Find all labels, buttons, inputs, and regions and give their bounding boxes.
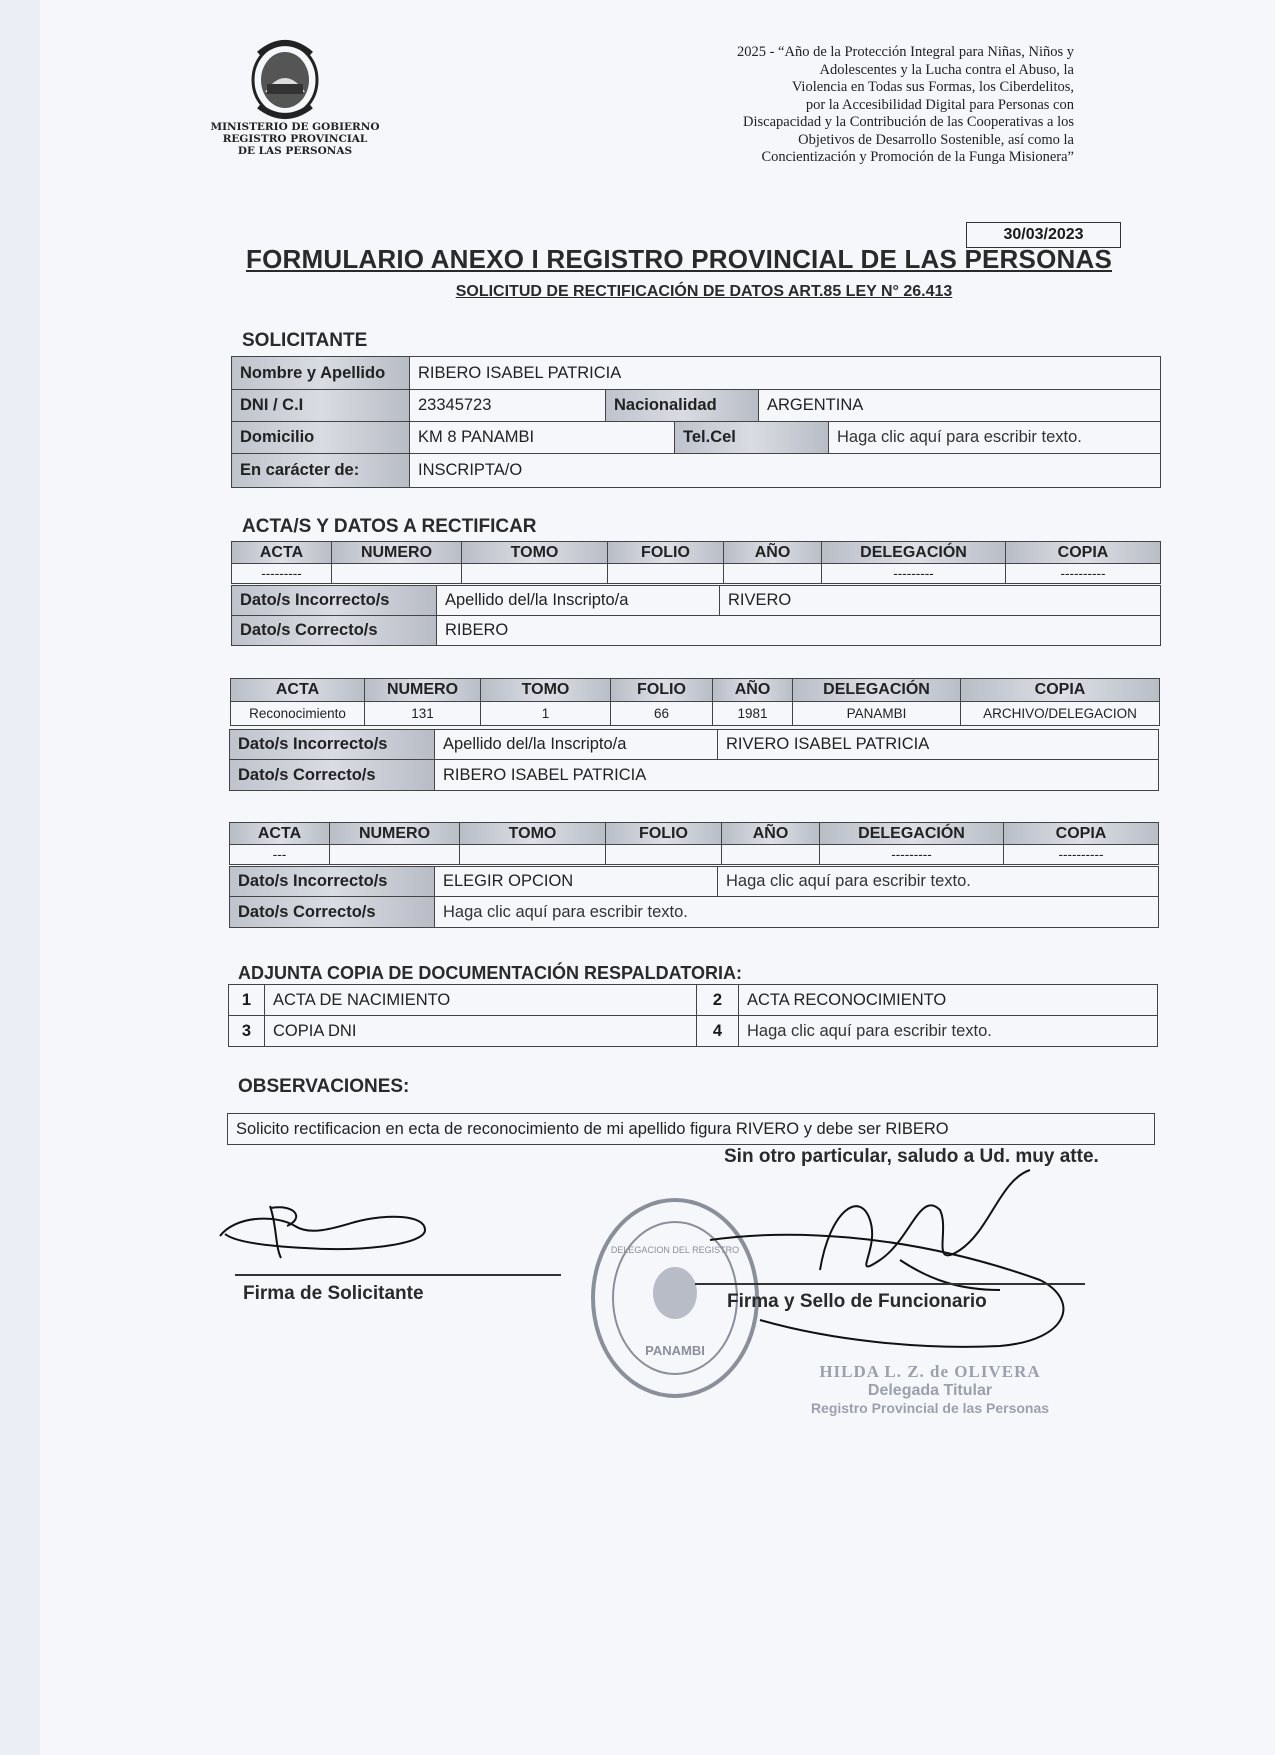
adjunta-heading: ADJUNTA COPIA DE DOCUMENTACIÓN RESPALDATORIA: xyxy=(238,963,742,983)
delegacion-value[interactable]: PANAMBI xyxy=(793,702,961,726)
incorrect-label: Dato/s Incorrecto/s xyxy=(230,730,435,760)
incorrect-field-select[interactable]: ELEGIR OPCION xyxy=(435,867,718,897)
ministry-name: MINISTERIO DE GOBIERNO REGISTRO PROVINCIAL DE LAS PERSONAS xyxy=(210,121,380,157)
year-motto: 2025 - “Año de la Protección Integral para Niñas, Niños y Adolescentes y la Lucha contra el Abuso, la Violencia en Todas sus Formas, los Ciberdelitos, por la Accesibilidad Digital para Personas con Discapacidad y la Contribución de las Cooperativas a los Objetivos de Desarrollo Sostenible, así como la Concientización y Promoción de la Funga Misionera” xyxy=(736,44,1074,165)
observaciones-heading: OBSERVACIONES: xyxy=(238,1076,410,1097)
acta-grid-2 xyxy=(230,678,1160,726)
header-copia: COPIA xyxy=(1006,542,1161,564)
copia-value[interactable]: ---------- xyxy=(1006,564,1161,584)
correct-label: Dato/s Correcto/s xyxy=(230,897,435,928)
dni-field[interactable]: 23345723 xyxy=(410,390,606,422)
header-tomo: TOMO xyxy=(481,679,611,702)
dni-label: DNI / C.I xyxy=(232,390,410,422)
official-signature-line xyxy=(695,1283,1085,1285)
official-name: HILDA L. Z. de OLIVERA xyxy=(819,1362,1041,1381)
closing-text: Sin otro particular, saludo a Ud. muy atte. xyxy=(724,1146,1099,1167)
header-copia: COPIA xyxy=(1004,823,1159,845)
applicant-signature xyxy=(215,1196,435,1266)
svg-text:DELEGACION DEL REGISTRO: DELEGACION DEL REGISTRO xyxy=(610,1245,740,1255)
nacionalidad-field[interactable]: ARGENTINA xyxy=(759,390,1161,422)
header-folio: FOLIO xyxy=(611,679,713,702)
header-tomo: TOMO xyxy=(462,542,608,564)
numero-value[interactable] xyxy=(332,564,462,584)
header-anio: AÑO xyxy=(722,823,820,845)
tel-field[interactable]: Haga clic aquí para escribir texto. xyxy=(829,422,1161,454)
adjunta-table xyxy=(228,984,1158,1047)
copia-value[interactable]: ARCHIVO/DELEGACION xyxy=(961,702,1160,726)
anio-value[interactable] xyxy=(722,845,820,865)
scan-edge xyxy=(0,0,40,1755)
folio-value[interactable]: 66 xyxy=(611,702,713,726)
header-numero: NUMERO xyxy=(332,542,462,564)
doc-item[interactable]: ACTA DE NACIMIENTO xyxy=(265,985,697,1016)
copia-value[interactable]: ---------- xyxy=(1004,845,1159,865)
official-role: Delegada Titular xyxy=(867,1382,993,1399)
correct-value[interactable]: RIBERO ISABEL PATRICIA xyxy=(435,760,1159,791)
folio-value[interactable] xyxy=(608,564,724,584)
header-folio: FOLIO xyxy=(608,542,724,564)
rectify-table-2 xyxy=(229,729,1159,791)
anio-value[interactable] xyxy=(724,564,822,584)
header-acta: ACTA xyxy=(231,679,365,702)
official-org: Registro Provincial de las Personas xyxy=(810,1400,1050,1416)
correct-label: Dato/s Correcto/s xyxy=(232,616,437,646)
folio-value[interactable] xyxy=(606,845,722,865)
applicant-signature-line xyxy=(235,1274,561,1276)
observaciones-field[interactable]: Solicito rectificacion en ecta de reconocimiento de mi apellido figura RIVERO y debe ser RIBERO xyxy=(227,1113,1155,1145)
incorrect-field-select[interactable]: Apellido del/la Inscripto/a xyxy=(435,730,718,760)
acta-value[interactable]: --------- xyxy=(232,564,332,584)
doc-item[interactable]: ACTA RECONOCIMIENTO xyxy=(739,985,1158,1016)
correct-label: Dato/s Correcto/s xyxy=(230,760,435,791)
nombre-field[interactable]: RIBERO ISABEL PATRICIA xyxy=(410,357,1161,390)
form-title: FORMULARIO ANEXO I REGISTRO PROVINCIAL DE LAS PERSONAS xyxy=(246,244,1112,274)
header-copia: COPIA xyxy=(961,679,1160,702)
tomo-value[interactable] xyxy=(462,564,608,584)
header-folio: FOLIO xyxy=(606,823,722,845)
incorrect-label: Dato/s Incorrecto/s xyxy=(230,867,435,897)
header-delegacion: DELEGACIÓN xyxy=(822,542,1006,564)
numero-value[interactable] xyxy=(330,845,460,865)
tomo-value[interactable] xyxy=(460,845,606,865)
header-delegacion: DELEGACIÓN xyxy=(793,679,961,702)
header-tomo: TOMO xyxy=(460,823,606,845)
svg-text:PANAMBI: PANAMBI xyxy=(645,1343,705,1358)
acta-grid-3 xyxy=(229,822,1159,865)
header-numero: NUMERO xyxy=(365,679,481,702)
tel-label: Tel.Cel xyxy=(675,422,829,454)
header-acta: ACTA xyxy=(232,542,332,564)
header-anio: AÑO xyxy=(724,542,822,564)
official-name-stamp xyxy=(780,1362,1080,1416)
incorrect-label: Dato/s Incorrecto/s xyxy=(232,586,437,616)
rectify-table-3 xyxy=(229,866,1159,928)
doc-number: 3 xyxy=(229,1016,265,1047)
correct-value[interactable]: Haga clic aquí para escribir texto. xyxy=(435,897,1159,928)
doc-item[interactable]: Haga clic aquí para escribir texto. xyxy=(739,1016,1158,1047)
incorrect-value[interactable]: Haga clic aquí para escribir texto. xyxy=(718,867,1159,897)
tomo-value[interactable]: 1 xyxy=(481,702,611,726)
domicilio-label: Domicilio xyxy=(232,422,410,454)
correct-value[interactable]: RIBERO xyxy=(437,616,1161,646)
doc-item[interactable]: COPIA DNI xyxy=(265,1016,697,1047)
doc-number: 1 xyxy=(229,985,265,1016)
incorrect-field-select[interactable]: Apellido del/la Inscripto/a xyxy=(437,586,720,616)
official-signature-label: Firma y Sello de Funcionario xyxy=(727,1291,987,1312)
header-numero: NUMERO xyxy=(330,823,460,845)
delegacion-value[interactable]: --------- xyxy=(822,564,1006,584)
caracter-field[interactable]: INSCRIPTA/O xyxy=(410,454,1161,488)
numero-value[interactable]: 131 xyxy=(365,702,481,726)
form-subtitle: SOLICITUD DE RECTIFICACIÓN DE DATOS ART.85 LEY N° 26.413 xyxy=(455,283,953,300)
nombre-label: Nombre y Apellido xyxy=(232,357,410,390)
acta-value[interactable]: Reconocimiento xyxy=(231,702,365,726)
header-acta: ACTA xyxy=(230,823,330,845)
actas-heading: ACTA/S Y DATOS A RECTIFICAR xyxy=(242,516,537,537)
delegacion-value[interactable]: --------- xyxy=(820,845,1004,865)
header-anio: AÑO xyxy=(713,679,793,702)
incorrect-value[interactable]: RIVERO ISABEL PATRICIA xyxy=(718,730,1159,760)
acta-value[interactable]: --- xyxy=(230,845,330,865)
official-signature xyxy=(700,1150,1090,1350)
domicilio-field[interactable]: KM 8 PANAMBI xyxy=(410,422,675,454)
doc-number: 2 xyxy=(697,985,739,1016)
anio-value[interactable]: 1981 xyxy=(713,702,793,726)
solicitante-table xyxy=(231,356,1161,488)
incorrect-value[interactable]: RIVERO xyxy=(720,586,1161,616)
acta-grid-1 xyxy=(231,541,1161,584)
province-seal-icon xyxy=(245,34,325,122)
caracter-label: En carácter de: xyxy=(232,454,410,488)
form-date: 30/03/2023 xyxy=(966,222,1121,248)
nacionalidad-label: Nacionalidad xyxy=(606,390,759,422)
doc-number: 4 xyxy=(697,1016,739,1047)
applicant-signature-label: Firma de Solicitante xyxy=(243,1283,424,1304)
rectify-table-1 xyxy=(231,585,1161,646)
header-delegacion: DELEGACIÓN xyxy=(820,823,1004,845)
solicitante-heading: SOLICITANTE xyxy=(242,330,368,351)
